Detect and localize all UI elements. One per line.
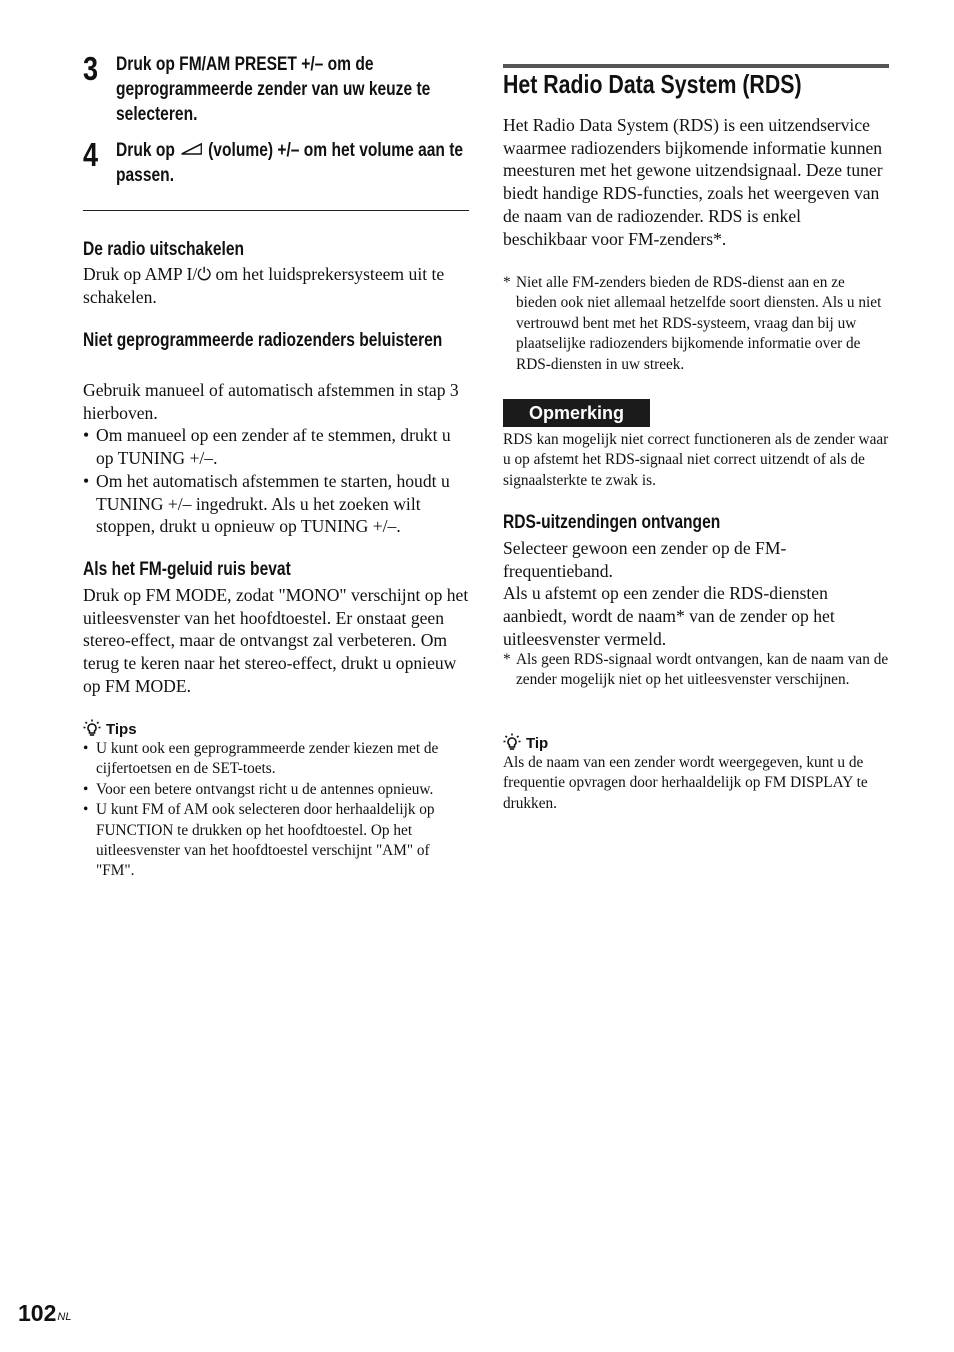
section-body: Druk op FM MODE, zodat "MONO" verschijnt op het uitleesvenster van het hoofdtoestel. Er onstaat geen stereo-effect, maar de ontvangst zal verbeteren. Om terug te keren naar het stereo-effect, drukt u opnieuw op FM MODE. bbox=[83, 585, 469, 696]
footnote bbox=[503, 273, 889, 375]
section-divider bbox=[83, 210, 469, 211]
footnote-text: Niet alle FM-zenders bieden de RDS-dienst aan en ze bieden ook niet allemaal hetzelfde soort diensten. Als u niet vertrouwd bent met het RDS-systeem, vraag dan bij uw plaatselijke radiozenders bijkomende informatie over de RDS-diensten in uw streek. bbox=[516, 274, 882, 373]
volume-icon bbox=[181, 138, 202, 163]
step-number: 3 bbox=[83, 50, 99, 87]
step-text-after: (volume) +/– om het volume aan te passen. bbox=[116, 140, 464, 187]
list-item: • Om het automatisch afstemmen te starten, houdt u TUNING +/– ingedrukt. Als u het zoeken wilt stoppen, drukt u opnieuw op TUNING +/–. bbox=[83, 470, 469, 538]
section-heading: Niet geprogrammeerde radiozenders beluisteren bbox=[83, 330, 443, 351]
section-heading: RDS-uitzendingen ontvangen bbox=[503, 512, 721, 533]
section-heading: Als het FM-geluid ruis bevat bbox=[83, 559, 291, 580]
intro-text: Het Radio Data System (RDS) is een uitzendservice waarmee radiozenders bijkomende informatie kunnen meesturen met het gewone uitzendsignaal. Deze tuner biedt handige RDS-functies, zoals het weergeven van de naam van de radiozender. RDS is enkel beschikbaar voor FM-zenders*. bbox=[503, 115, 883, 249]
paragraph: Gebruik manueel of automatisch afstemmen in stap 3 hierboven. bbox=[83, 380, 459, 423]
section-body bbox=[503, 537, 889, 651]
tips-list bbox=[83, 739, 469, 882]
tips-label: Tips bbox=[106, 721, 137, 738]
step-text-before: Druk op bbox=[116, 140, 175, 161]
list-item: • Om manueel op een zender af te stemmen, drukt u op TUNING +/–. bbox=[83, 424, 469, 469]
tip-text: Als de naam van een zender wordt weergegeven, kunt u de frequentie opvragen door herhaaldelijk op FM DISPLAY te drukken. bbox=[503, 754, 868, 812]
step-text bbox=[116, 138, 469, 188]
footnote-text: Als geen RDS-signaal wordt ontvangen, kan de naam van de zender mogelijk niet op het uitleesvenster verschijnen. bbox=[516, 651, 889, 689]
note-text: RDS kan mogelijk niet correct functioneren als de zender waar u op afstemt het RDS-signaal niet correct uitzendt of als de signaalsterkte te zwak is. bbox=[503, 431, 889, 489]
section-heading: De radio uitschakelen bbox=[83, 239, 245, 260]
tips-heading bbox=[83, 719, 137, 739]
note-label: Opmerking bbox=[503, 399, 650, 427]
list-item: • U kunt ook een geprogrammeerde zender kiezen met de cijfertoetsen en de SET-toets. bbox=[83, 739, 469, 780]
step-number: 4 bbox=[83, 136, 99, 173]
list-item: • U kunt FM of AM ook selecteren door herhaaldelijk op FUNCTION te drukken op het hoofdtoestel. Op het uitleesvenster van het hoofdtoestel verschijnt "AM" of "FM". bbox=[83, 800, 469, 882]
step-text: Druk op FM/AM PRESET +/– om de geprogrammeerde zender van uw keuze te selecteren. bbox=[116, 54, 431, 125]
lightbulb-icon bbox=[83, 719, 101, 737]
language-code: NL bbox=[57, 1311, 72, 1323]
page-number bbox=[18, 1299, 71, 1327]
section-body: Druk op AMP I/⏻ om het luidsprekersysteem uit te schakelen. bbox=[83, 264, 445, 307]
tip-heading bbox=[503, 733, 548, 753]
lightbulb-icon bbox=[503, 733, 521, 751]
footnote-mark: * bbox=[503, 274, 511, 291]
footnote-mark: * bbox=[503, 651, 511, 668]
footnote bbox=[503, 650, 889, 691]
paragraph: Selecteer gewoon een zender op de FM-frequentieband. bbox=[503, 538, 787, 581]
tip-label: Tip bbox=[526, 735, 549, 752]
page-number-value: 102 bbox=[18, 1300, 57, 1326]
page-title: Het Radio Data System (RDS) bbox=[503, 69, 802, 99]
section-body bbox=[83, 379, 469, 538]
list-item: • Voor een betere ontvangst richt u de antennes opnieuw. bbox=[83, 780, 469, 800]
paragraph: Als u afstemt op een zender die RDS-diensten aanbiedt, wordt de naam* van de zender op het uitleesvenster vermeld. bbox=[503, 583, 835, 649]
